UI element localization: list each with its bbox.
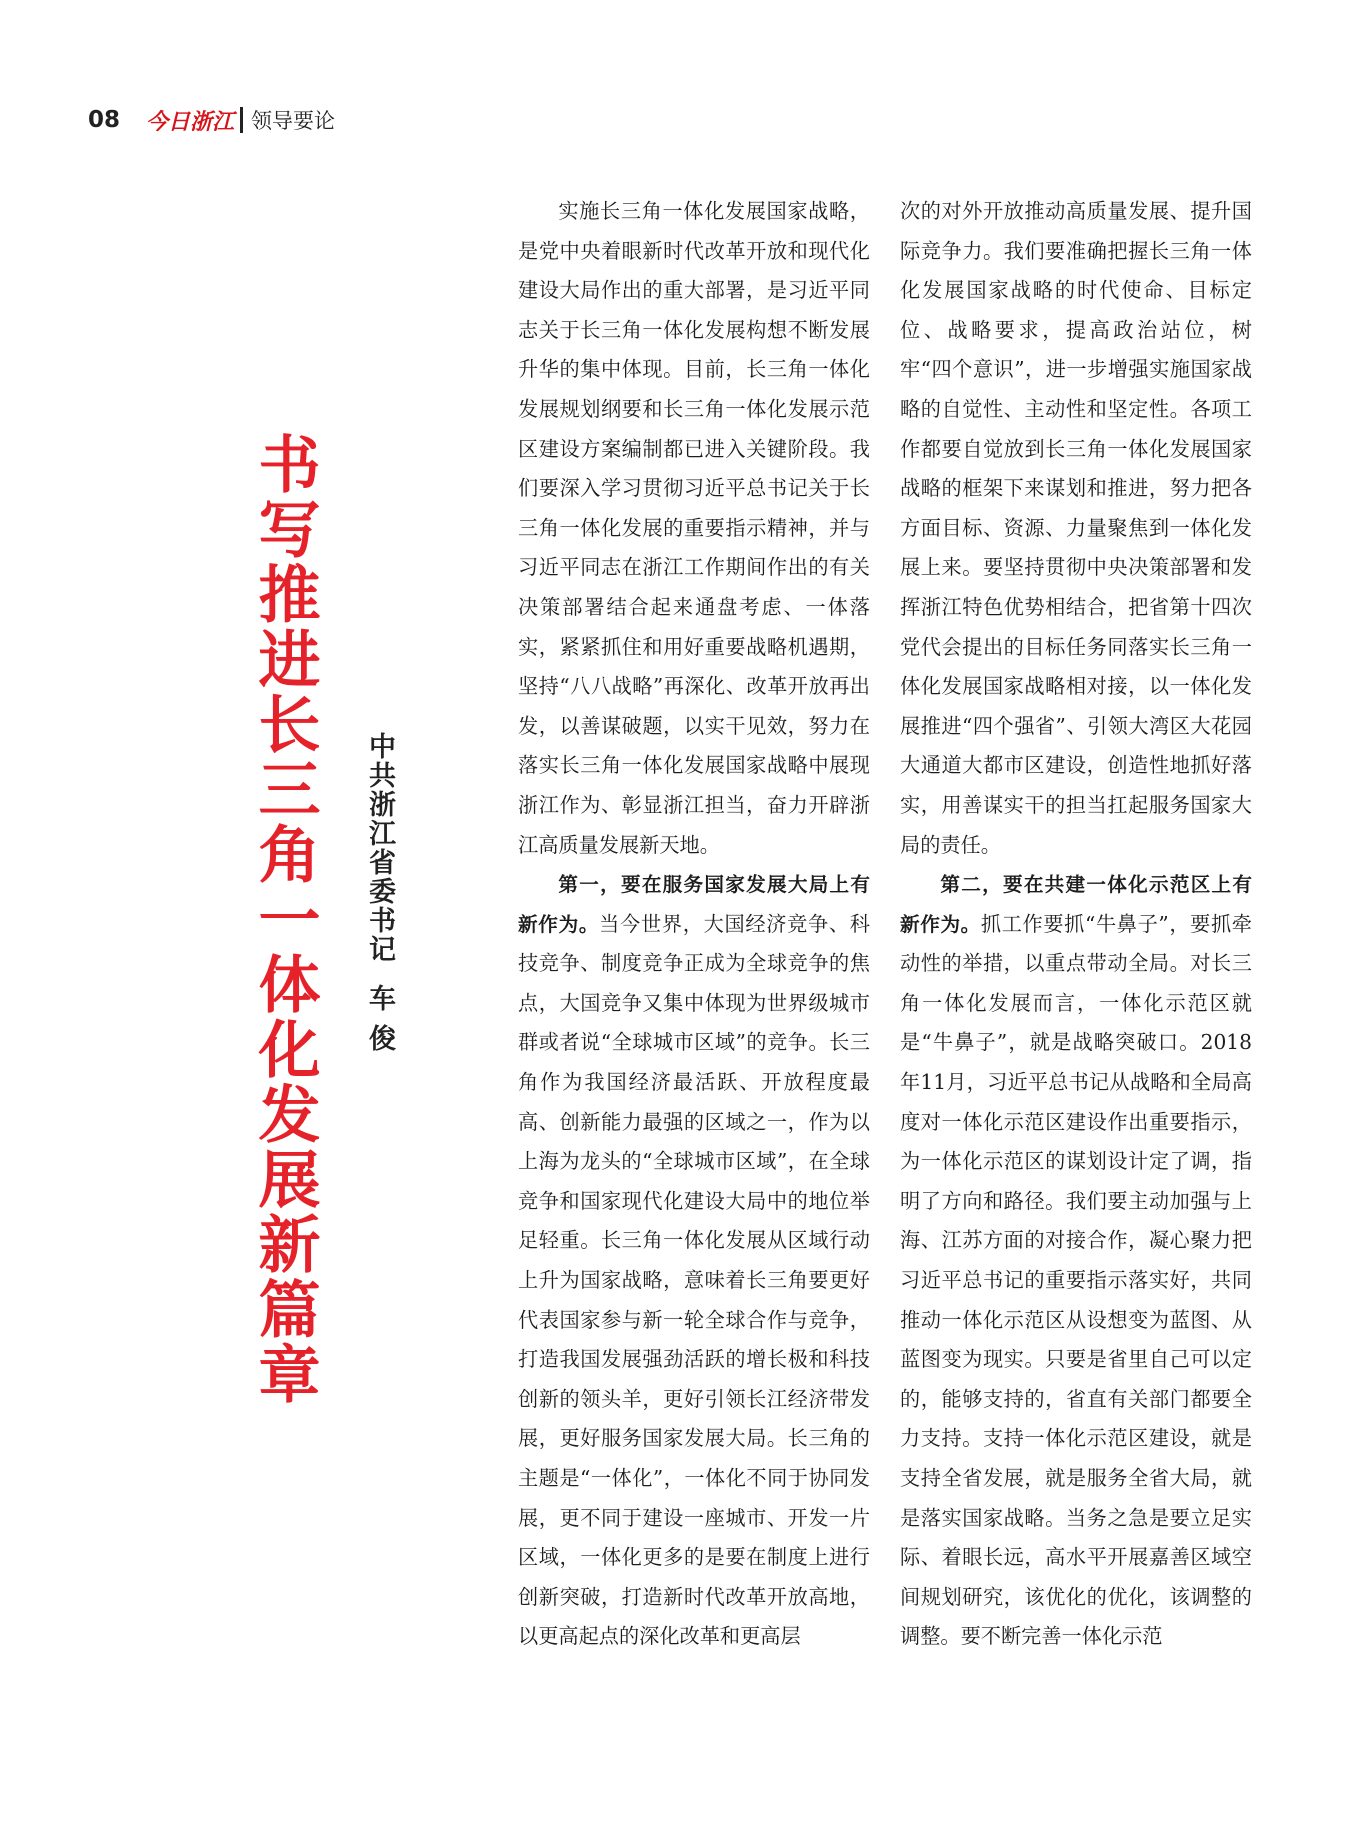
magazine-logo: 今日浙江 xyxy=(146,108,235,135)
byline xyxy=(363,732,395,1053)
page-header xyxy=(88,100,335,140)
paragraph-intro: 实施长三角一体化发展国家战略，是党中央着眼新时代改革开放和现代化建设大局作出的重大部署，是习近平同志关于长三角一体化发展构想不断发展升华的集中体现。目前，长三角一体化发展规划纲要和长三角一体化发展示范区建设方案编制都已进入关键阶段。我们要深入学习贯彻习近平总书记关于长三角一体化发展的重要指示精神，并与习近平同志在浙江工作期间作出的有关决策部署结合起来通盘考虑、一体落实，紧紧抓住和用好重要战略机遇期，坚持“八八战略”再深化、改革开放再出发，以善谋破题，以实干见效，努力在落实长三角一体化发展国家战略中展现浙江作为、彰显浙江担当，奋力开辟浙江高质量发展新天地。 xyxy=(518,199,870,857)
article-column-right xyxy=(900,192,1252,1657)
section-name: 领导要论 xyxy=(251,109,336,133)
page-number: 08 xyxy=(88,107,121,133)
second-point-lead: 第二，要在共建一体化示范区上有新作为。 xyxy=(900,873,1252,936)
second-point-body: 抓工作要抓“牛鼻子”，要抓牵动性的举措，以重点带动全局。对长三角一体化发展而言，一体化示范区就是“牛鼻子”，就是战略突破口。2018年11月，习近平总书记从战略和全局高度对一体化示范区建设作出重要指示，为一体化示范区的谋划设计定了调，指明了方向和路径。我们要主动加强与上海、江苏方面的对接合作，凝心聚力把习近平总书记的重要指示落实好，共同推动一体化示范区从设想变为蓝图、从蓝图变为现实。只要是省里自己可以定的，能够支持的，省直有关部门都要全力支持。支持一体化示范区建设，就是支持全省发展，就是服务全省大局，就是落实国家战略。当务之急是要立足实际、着眼长远，高水平开展嘉善区域空间规划研究，该优化的优化，该调整的调整。要不断完善一体化示范 xyxy=(900,911,1252,1649)
header-divider xyxy=(240,107,243,133)
article-title: 书写推进长三角一体化发展新篇章 xyxy=(248,432,321,1407)
first-point-lead: 第一，要在服务国家发展大局上有新作为。 xyxy=(518,873,870,936)
paragraph-second-point xyxy=(900,865,1252,1657)
paragraph-continuation: 次的对外开放推动高质量发展、提升国际竞争力。我们要准确把握长三角一体化发展国家战略的时代使命、目标定位、战略要求，提高政治站位，树牢“四个意识”，进一步增强实施国家战略的自觉性、主动性和坚定性。各项工作都要自觉放到长三角一体化发展国家战略的框架下来谋划和推进，努力把各方面目标、资源、力量聚焦到一体化发展上来。要坚持贯彻中央决策部署和发挥浙江特色优势相结合，把省第十四次党代会提出的目标任务同落实长三角一体化发展国家战略相对接，以一体化发展推进“四个强省”、引领大湾区大花园大通道大都市区建设，创造性地抓好落实，用善谋实干的担当扛起服务国家大局的责任。 xyxy=(900,199,1252,857)
paragraph-first-point xyxy=(518,865,870,1657)
article-column-left xyxy=(518,192,870,1657)
byline-org: 中共浙江省委书记 xyxy=(364,732,395,964)
byline-name: 车 俊 xyxy=(364,984,395,1054)
first-point-body: 当今世界，大国经济竞争、科技竞争、制度竞争正成为全球竞争的焦点，大国竞争又集中体现为世界级城市群或者说“全球城市区域”的竞争。长三角作为我国经济最活跃、开放程度最高、创新能力最强的区域之一，作为以上海为龙头的“全球城市区域”，在全球竞争和国家现代化建设大局中的地位举足轻重。长三角一体化发展从区域行动上升为国家战略，意味着长三角要更好代表国家参与新一轮全球合作与竞争，打造我国发展强劲活跃的增长极和科技创新的领头羊，更好引领长江经济带发展，更好服务国家发展大局。长三角的主题是“一体化”，一体化不同于协同发展，更不同于建设一座城市、开发一片区域，一体化更多的是要在制度上进行创新突破，打造新时代改革开放高地，以更高起点的深化改革和更高层 xyxy=(518,911,870,1649)
